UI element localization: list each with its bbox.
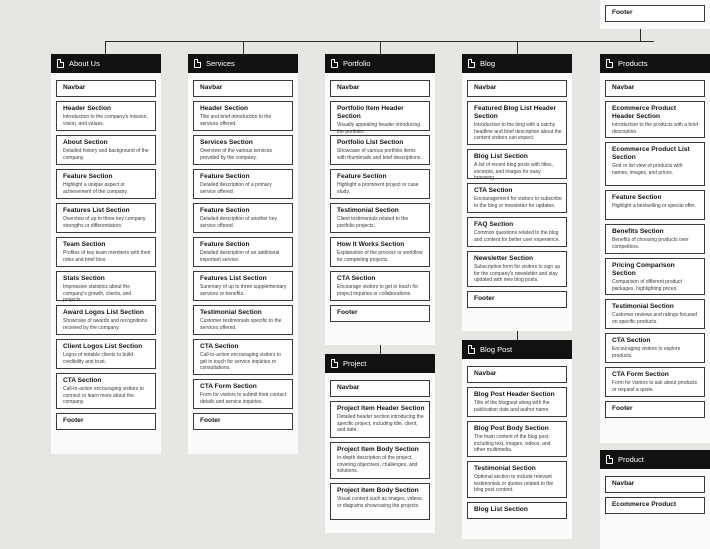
section-card[interactable] [467,421,567,457]
section-description: Impressive statistics about the company's growth, clients, and projects. [63,284,132,303]
section-card[interactable] [330,401,430,438]
section-title: CTA Section [337,275,376,282]
section-card[interactable] [56,169,156,199]
section-card[interactable] [56,80,156,97]
section-card[interactable] [56,237,156,267]
section-card[interactable] [193,339,293,375]
section-card[interactable] [467,217,567,247]
section-card[interactable] [467,80,567,97]
section-card[interactable] [56,413,156,430]
section-description: Form for visitors to submit their contact details and service inquiries. [200,392,287,405]
section-card[interactable] [467,366,567,383]
section-description: Comparison of different product packages, highlighting prices. [612,279,682,292]
page-icon [331,59,338,68]
section-description: A list of recent blog posts with titles, excerpts, and images for easy browsing. [474,162,553,181]
section-description: Visually appealing header introducing the portfolio. [337,122,421,135]
section-card[interactable] [330,380,430,397]
section-description: Detailed history and background of the company. [63,148,149,161]
section-description: Showcase of various portfolio items with thumbnails and brief descriptions. [337,148,422,161]
section-title: Testimonial Section [200,309,262,316]
page-title: Blog Post [480,345,513,354]
page-header-about[interactable] [51,54,161,73]
section-description: Detailed description of another key service offered. [200,216,277,229]
section-description: Encouragement for visitors to subscribe to the blog or newsletter for updates. [474,196,562,209]
section-title: CTA Section [474,187,513,194]
section-card[interactable] [467,387,567,417]
section-title: Navbar [474,84,497,91]
section-title: Blog List Section [474,153,528,160]
section-title: Project Item Body Section [337,446,419,453]
section-title: Footer [612,9,633,16]
page-icon [468,59,475,68]
section-card[interactable] [605,80,705,97]
section-title: Footer [63,417,84,424]
section-description: Subscription form for visitors to sign up for the company's newsletter and stay updated with new blog posts. [474,264,561,283]
section-description: Encouraging visitors to explore products. [612,346,681,359]
section-description: Encourage visitors to get in touch for project inquiries or collaborations. [337,284,419,297]
section-description: Client testimonials related to the portfolio projects. [337,216,409,229]
connector-line [380,41,381,55]
section-title: Footer [474,295,495,302]
page-icon [194,59,201,68]
section-description: Profiles of key team members with their roles and brief bios. [63,250,151,263]
section-card[interactable] [605,258,705,295]
section-title: Testimonial Section [337,207,399,214]
section-title: Feature Section [200,241,250,248]
section-description: Call-to-action encouraging visitors to get in touch for service inquiries or consultations. [200,352,281,371]
section-card[interactable] [193,379,293,409]
section-title: Team Section [63,241,106,248]
page-header-products[interactable] [600,54,710,73]
section-card[interactable] [605,333,705,363]
section-card[interactable] [467,183,567,213]
section-card[interactable] [605,5,705,22]
section-title: Services Section [200,139,253,146]
section-card[interactable] [193,203,293,233]
page-title: Project [343,359,367,368]
section-card[interactable] [330,101,430,135]
section-card[interactable] [193,101,293,131]
section-card[interactable] [467,291,567,308]
page-icon [606,59,613,68]
section-title: Ecommerce Product Header Section [612,105,677,121]
section-description: Highlight a unique aspect or achievement of the company. [63,182,128,195]
section-card[interactable] [330,135,430,165]
page-title: Services [206,59,235,68]
section-title: About Section [63,139,108,146]
section-description: The main content of the blog post, including text, images, videos, and other multimedia. [474,434,551,453]
section-title: Newsletter Section [474,255,533,262]
section-title: Client Logos List Section [63,343,143,350]
section-description: Introduction to the blog with a catchy headline and brief description about the content visitors can expect. [474,122,562,141]
section-card[interactable] [605,401,705,418]
page-icon [468,345,475,354]
section-card[interactable] [467,251,567,287]
section-title: Feature Section [337,173,387,180]
section-card[interactable] [193,305,293,335]
section-title: Features List Section [200,275,267,282]
section-title: Header Section [200,105,249,112]
section-title: Blog Post Header Section [474,391,555,398]
page-header-blogpost[interactable] [462,340,572,359]
section-description: Highlight a prominent project or case study. [337,182,419,195]
section-card[interactable] [605,142,705,186]
section-title: Footer [337,309,358,316]
section-card[interactable] [56,101,156,131]
section-card[interactable] [330,237,430,267]
page-title: Products [618,59,648,68]
section-title: Feature Section [200,207,250,214]
section-title: Header Section [63,105,112,112]
section-card[interactable] [605,190,705,220]
section-title: Project Item Header Section [337,405,425,412]
connector-line [113,41,654,42]
section-card[interactable] [605,497,705,514]
section-title: Navbar [337,84,360,91]
section-title: Footer [612,405,633,412]
section-description: Visual content such as images, videos, or diagrams showcasing the projects. [337,496,424,509]
section-title: CTA Section [200,343,239,350]
section-title: FAQ Section [474,221,514,228]
section-description: Common questions related to the blog and content for better user experience. [474,230,560,243]
section-card[interactable] [330,305,430,322]
section-card[interactable] [605,476,705,493]
page-icon [606,455,613,464]
section-description: Detailed description of an additional important service. [200,250,280,263]
section-title: Testimonial Section [474,465,536,472]
section-title: Navbar [63,84,86,91]
section-card[interactable] [193,413,293,430]
section-title: Feature Section [63,173,113,180]
section-description: Overview of up to three key company strengths or differentiators. [63,216,146,229]
section-description: Detailed header section introducing the specific project, including title, client, and date. [337,414,424,433]
section-description: Showcase of awards and recognitions received by the company. [63,318,148,331]
section-title: Portfolio Item Header Section [337,105,404,121]
section-title: Portfolio List Section [337,139,404,146]
section-description: Title and brief introduction to the services offered. [200,114,272,127]
section-title: Project Item Body Section [337,487,419,494]
section-title: Benefits Section [612,228,664,235]
section-title: Featured Blog List Header Section [474,105,557,121]
connector-line [105,41,106,55]
section-title: Blog Post Body Section [474,425,549,432]
section-title: Pricing Comparison Section [612,262,675,278]
section-title: Blog List Section [474,506,528,513]
section-card[interactable] [605,224,705,254]
section-card[interactable] [193,80,293,97]
page-header-blog[interactable] [462,54,572,73]
section-description: In-depth description of the project, covering objectives, challenges, and solutions. [337,455,418,474]
section-title: Navbar [612,84,635,91]
section-title: Feature Section [612,194,662,201]
page-title: Product [618,455,644,464]
section-description: Form for visitors to ask about products or request a quote. [612,380,698,393]
section-description: Title of the blogpost along with the publication date and author name. [474,400,550,413]
section-title: Ecommerce Product List Section [612,146,690,162]
section-title: CTA Form Section [612,371,669,378]
section-title: How It Works Section [337,241,405,248]
page-header-portfolio[interactable] [325,54,435,73]
section-title: Testimonial Section [612,303,674,310]
section-card[interactable] [56,373,156,409]
section-description: Grid or list view of products with names, images, and prices. [612,163,683,176]
section-title: Navbar [474,370,497,377]
section-title: Features List Section [63,207,130,214]
section-title: Navbar [200,84,223,91]
section-card[interactable] [605,367,705,397]
page-header-project[interactable] [325,354,435,373]
section-card[interactable] [56,271,156,301]
connector-line [517,41,518,55]
section-card[interactable] [330,80,430,97]
section-title: CTA Section [612,337,651,344]
section-description: Customer reviews and ratings focused on specific products. [612,312,698,325]
section-card[interactable] [56,339,156,369]
section-title: Feature Section [200,173,250,180]
section-card[interactable] [56,203,156,233]
section-description: Benefits of choosing products over competitors. [612,237,689,250]
section-card[interactable] [56,135,156,165]
page-title: Blog [480,59,496,68]
section-card[interactable] [193,135,293,165]
page-icon [331,359,338,368]
section-card[interactable] [605,101,705,138]
section-description: Overview of the various services provided by the company. [200,148,272,161]
section-description: Explanation of the process or workflow for completing projects. [337,250,423,263]
section-title: Stats Section [63,275,105,282]
section-title: Award Logos List Section [63,309,144,316]
page-title: About Us [69,59,100,68]
section-description: Optional section to include relevant testimonials or quotes related to the blog post content. [474,474,554,493]
connector-line [105,41,113,42]
section-title: Footer [200,417,221,424]
section-description: Customer testimonials specific to the services offered. [200,318,282,331]
section-card[interactable] [330,483,430,520]
section-card[interactable] [467,461,567,498]
page-header-services[interactable] [188,54,298,73]
section-description: Logos of notable clients to build credibility and trust. [63,352,134,365]
section-description: Summary of up to three supplementary services or benefits. [200,284,287,297]
connector-line [243,41,244,55]
section-card[interactable] [467,101,567,145]
section-card[interactable] [467,502,567,519]
section-description: Introduction to the products with a brief description. [612,122,699,135]
section-description: Call-to-action encouraging visitors to connect or learn more about the company. [63,386,144,405]
section-card[interactable] [193,237,293,267]
page-title: Portfolio [343,59,371,68]
section-title: Navbar [337,384,360,391]
section-card[interactable] [193,169,293,199]
section-description: Detailed description of a primary service offered. [200,182,272,195]
section-card[interactable] [605,299,705,329]
page-header-product[interactable] [600,450,710,469]
section-description: Introduction to the company's mission, vision, and values. [63,114,148,127]
section-card[interactable] [330,442,430,479]
section-card[interactable] [330,169,430,199]
page-icon [57,59,64,68]
section-title: CTA Form Section [200,383,257,390]
section-card[interactable] [193,271,293,301]
section-card[interactable] [467,149,567,179]
section-card[interactable] [330,203,430,233]
section-title: Navbar [612,480,635,487]
section-card[interactable] [330,271,430,301]
section-description: Highlight a bestselling or special offer. [612,203,696,210]
section-title: CTA Section [63,377,102,384]
section-title: Ecommerce Product [612,501,677,508]
section-card[interactable] [56,305,156,335]
